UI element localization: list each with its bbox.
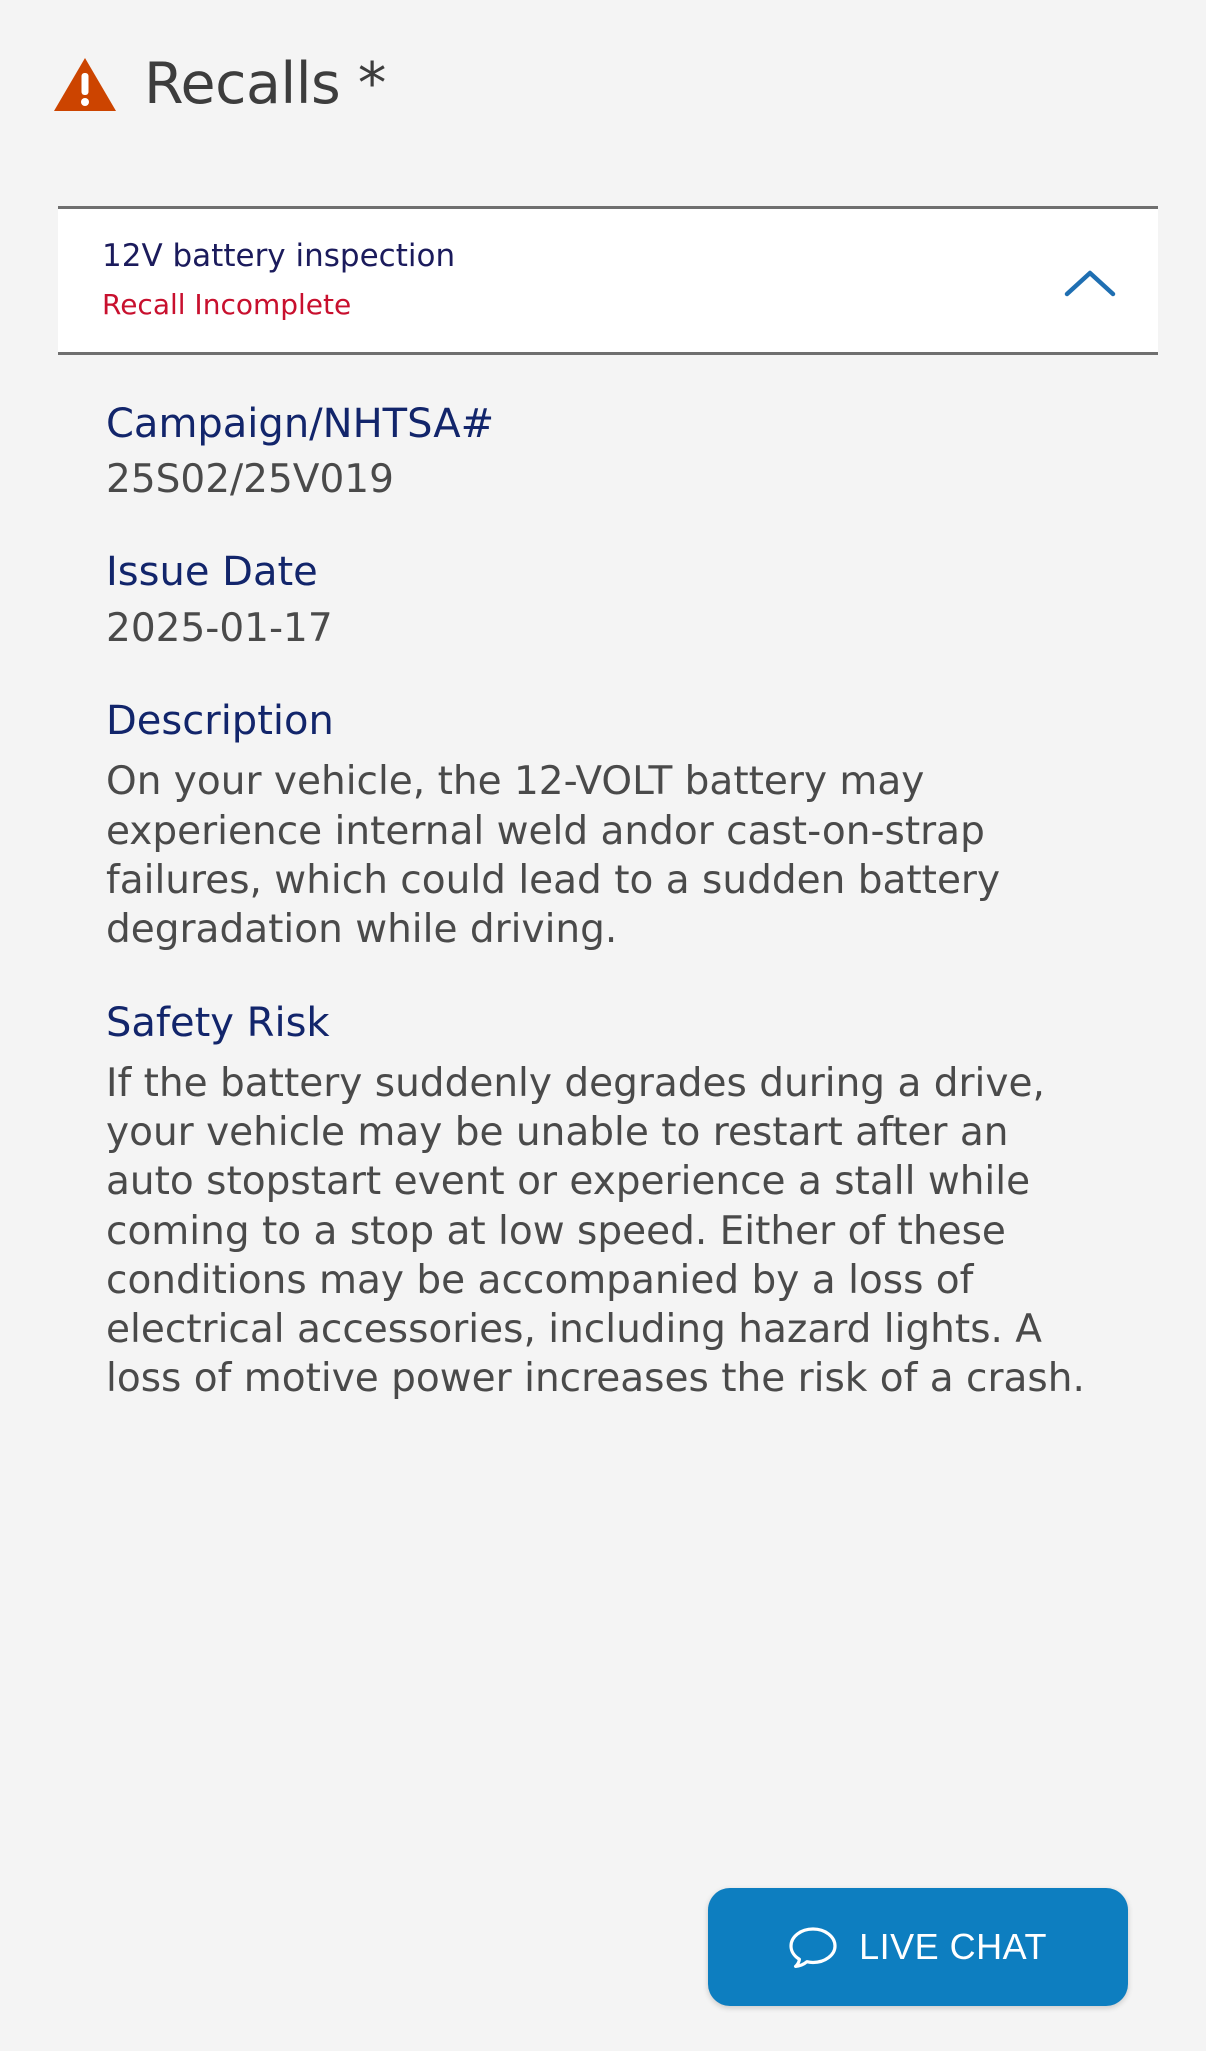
page-title: Recalls *	[144, 51, 386, 118]
description-label: Description	[106, 698, 334, 745]
warning-triangle-icon	[52, 56, 118, 114]
live-chat-button[interactable]	[708, 1888, 1128, 2006]
issue-date-value: 2025-01-17	[106, 605, 333, 651]
accordion-toggle-button[interactable]	[1058, 251, 1122, 315]
recall-accordion-item[interactable]	[58, 206, 1158, 354]
description-text: On your vehicle, the 12-VOLT battery may experience internal weld andor cast-on-strap failures, which could lead to a sudden battery degradation while driving.	[106, 759, 1001, 952]
recall-accordion-text	[102, 237, 1058, 321]
chevron-up-icon	[1064, 267, 1116, 299]
safety-risk-text: If the battery suddenly degrades during a drive, your vehicle may be unable to restart after an auto stopstart event or experience a stall while coming to a stop at low speed. Either of these conditions may be accompanied by a loss of electrical accessories, including hazard lights. A loss of motive power increases the risk of a crash.	[106, 1061, 1085, 1401]
live-chat-label: LIVE CHAT	[859, 1926, 1047, 1967]
recall-title: 12V battery inspection	[102, 238, 456, 275]
campaign-label: Campaign/NHTSA#	[106, 400, 495, 447]
recall-accordion	[58, 206, 1158, 354]
recall-status-badge: Recall Incomplete	[102, 288, 352, 322]
page-header	[0, 0, 1206, 151]
chat-bubble-icon	[789, 1925, 837, 1969]
recall-details	[0, 355, 1206, 1403]
issue-date-label: Issue Date	[106, 549, 318, 596]
safety-risk-label: Safety Risk	[106, 999, 330, 1046]
campaign-value: 25S02/25V019	[106, 456, 394, 502]
